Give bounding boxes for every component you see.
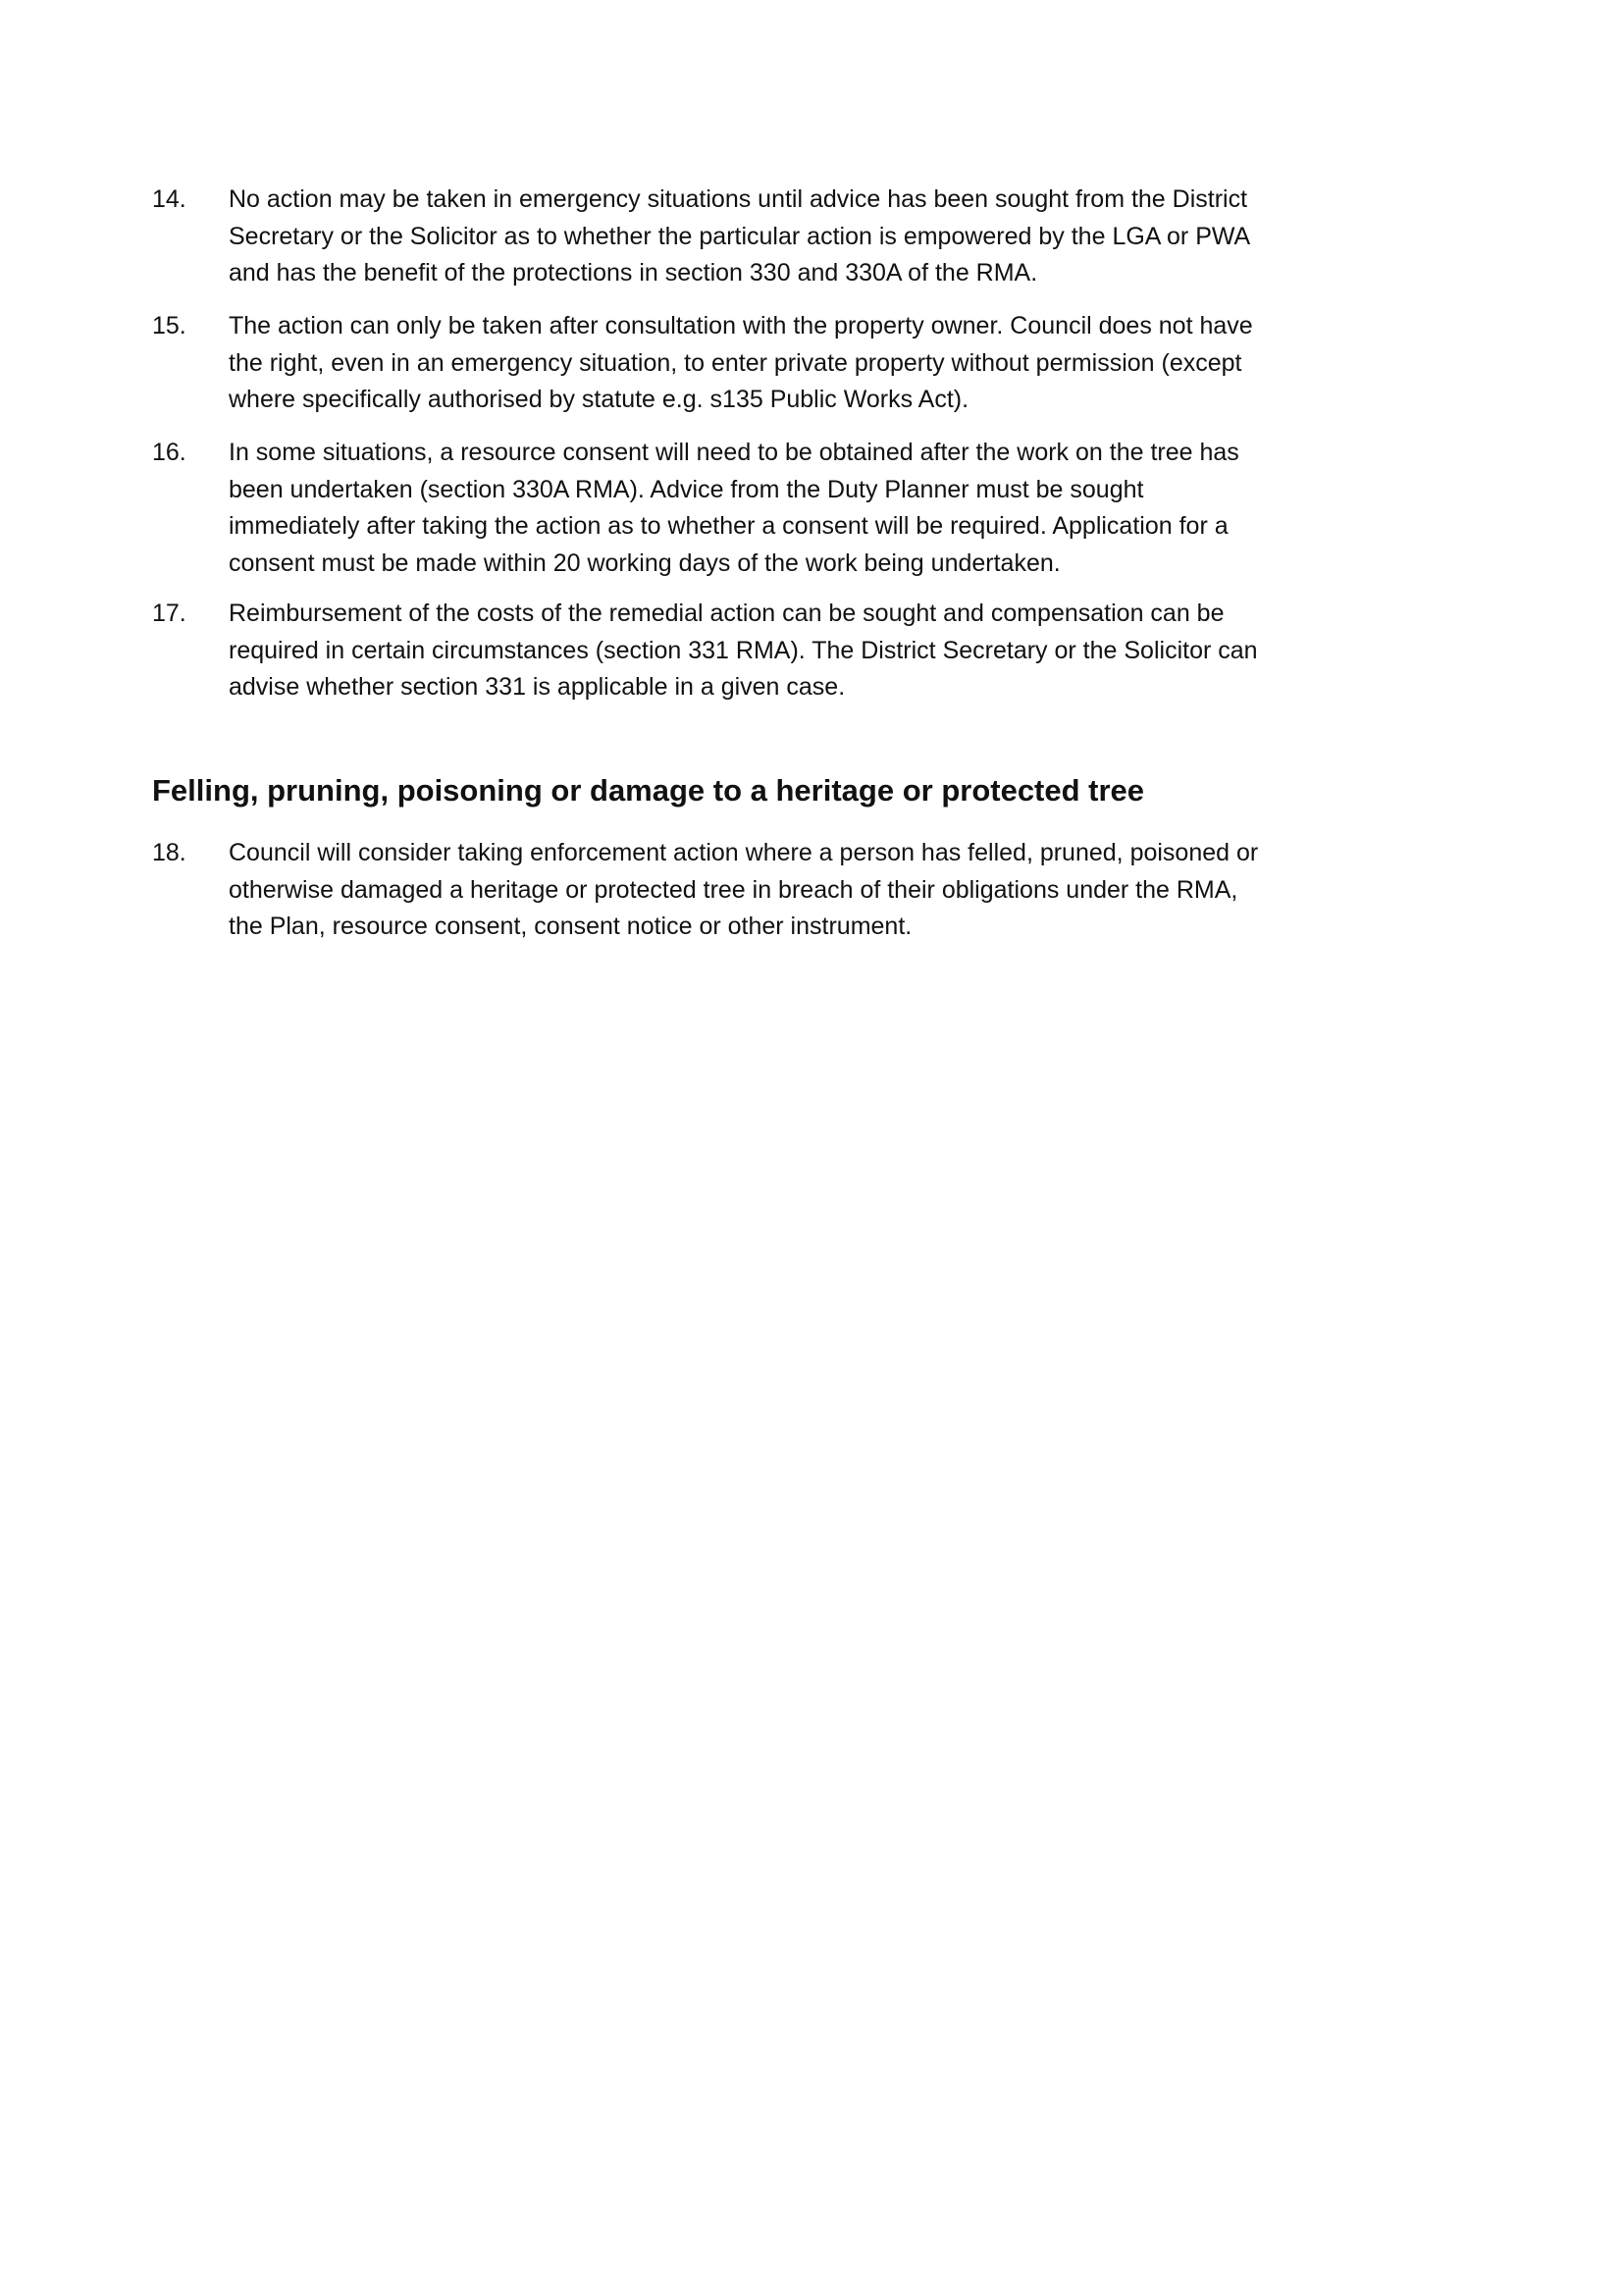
- paragraph-line: and has the benefit of the protections in section 330 and 330A of the RMA.: [229, 259, 1038, 287]
- paragraph-line: In some situations, a resource consent will need to be obtained after the work on the tree has: [229, 439, 1239, 466]
- paragraph-line: required in certain circumstances (section 331 RMA). The District Secretary or the Solicitor can: [229, 636, 1258, 664]
- paragraph-line: immediately after taking the action as to whether a consent will be required. Application for a: [229, 512, 1229, 540]
- paragraph-line: The action can only be taken after consultation with the property owner. Council does not have: [229, 312, 1253, 339]
- paragraph-line: Council will consider taking enforcement action where a person has felled, pruned, poisoned or: [229, 839, 1259, 866]
- paragraph-line: Reimbursement of the costs of the remedial action can be sought and compensation can be: [229, 600, 1225, 627]
- paragraph-number: 18.: [152, 839, 186, 866]
- paragraph-line: consent must be made within 20 working days of the work being undertaken.: [229, 548, 1061, 577]
- paragraph-line: otherwise damaged a heritage or protected tree in breach of their obligations under the RMA,: [229, 875, 1238, 904]
- paragraph-line: where specifically authorised by statute e.g. s135 Public Works Act).: [229, 386, 969, 413]
- paragraph-number: 14.: [152, 185, 186, 213]
- paragraph-line: No action may be taken in emergency situations until advice has been sought from the District: [229, 185, 1248, 213]
- paragraph-line: advise whether section 331 is applicable in a given case.: [229, 673, 846, 701]
- paragraph-line: Secretary or the Solicitor as to whether the particular action is empowered by the LGA or PWA: [229, 222, 1251, 250]
- section-heading: Felling, pruning, poisoning or damage to a heritage or protected tree: [152, 773, 1145, 808]
- paragraph-line: been undertaken (section 330A RMA). Advice from the Duty Planner must be sought: [229, 475, 1144, 503]
- paragraph-number: 16.: [152, 439, 186, 466]
- paragraph-number: 17.: [152, 600, 186, 627]
- paragraph-number: 15.: [152, 312, 186, 339]
- paragraph-line: the Plan, resource consent, consent notice or other instrument.: [229, 913, 913, 940]
- paragraph-line: the right, even in an emergency situation, to enter private property without permission (except: [229, 348, 1242, 377]
